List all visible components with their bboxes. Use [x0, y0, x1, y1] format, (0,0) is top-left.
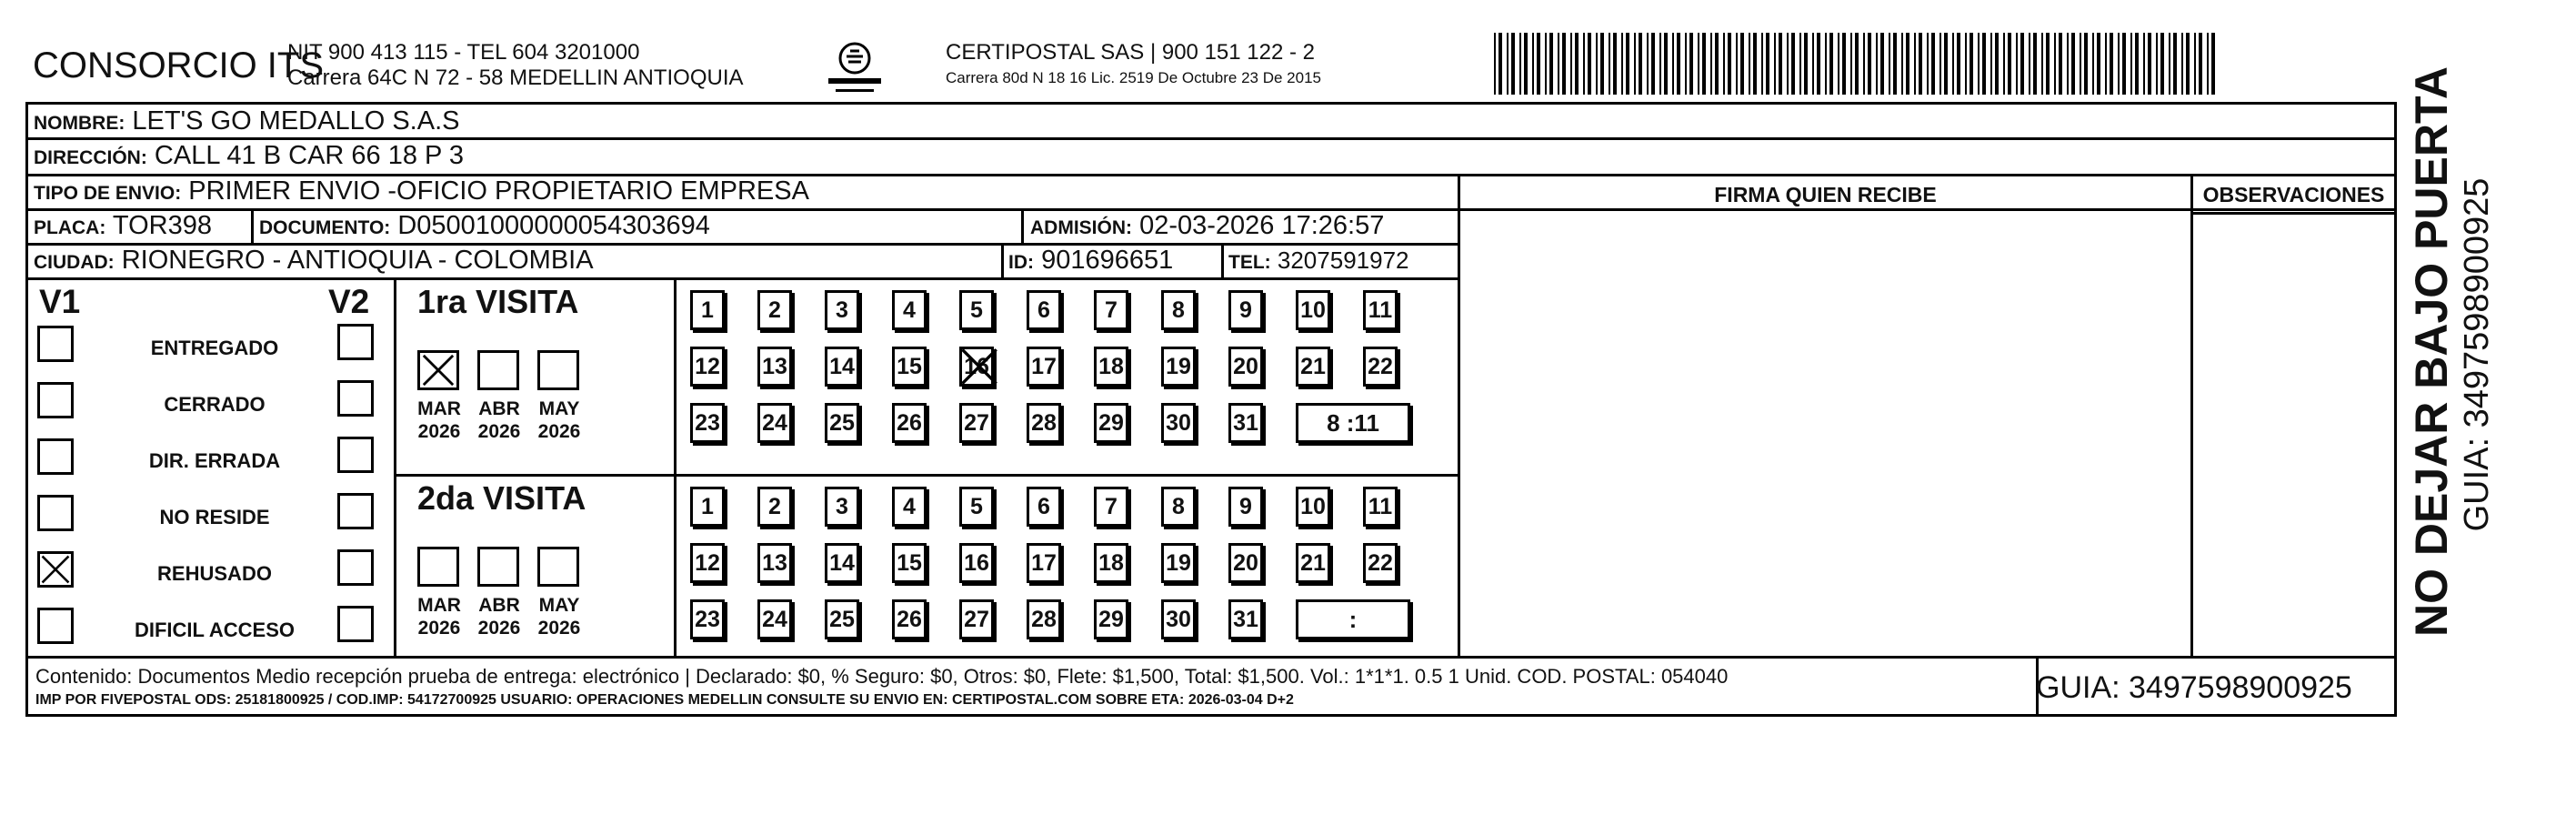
day-box[interactable] — [1094, 599, 1128, 639]
cell-divider — [1001, 243, 1004, 277]
observaciones-header: OBSERVACIONES — [2202, 183, 2385, 206]
status-v2-checkbox[interactable] — [337, 437, 374, 473]
day-box[interactable] — [1094, 290, 1128, 330]
day-number: 3 — [836, 494, 848, 519]
day-number: 14 — [829, 550, 855, 576]
day-number: 6 — [1037, 297, 1050, 323]
placa-value: TOR398 — [112, 211, 212, 240]
day-box[interactable] — [892, 403, 927, 443]
day-number: 23 — [695, 410, 720, 436]
status-label: ENTREGADO — [150, 337, 279, 359]
month-label — [470, 397, 528, 443]
x-mark-icon — [40, 554, 71, 585]
day-number: 27 — [964, 607, 989, 632]
day-number: 15 — [897, 550, 922, 576]
company-address: Carrera 64C N 72 - 58 MEDELLIN ANTIOQUIA — [287, 65, 744, 90]
day-box[interactable] — [892, 543, 927, 583]
day-number: 13 — [762, 354, 787, 379]
day-number: 1 — [701, 297, 714, 323]
day-box[interactable] — [1027, 290, 1061, 330]
status-v2-checkbox[interactable] — [337, 380, 374, 417]
month-year: 2026 — [477, 421, 521, 442]
status-v1-checkbox[interactable] — [37, 551, 74, 588]
day-number: 25 — [829, 607, 855, 632]
day-box[interactable] — [959, 403, 994, 443]
day-box[interactable] — [959, 543, 994, 583]
day-number: 24 — [762, 410, 787, 436]
day-box[interactable] — [1296, 543, 1330, 583]
day-number: 15 — [897, 354, 922, 379]
day-number: 26 — [897, 410, 922, 436]
day-number: 22 — [1368, 354, 1393, 379]
admision-cell — [1030, 211, 1384, 243]
status-v1-checkbox[interactable] — [37, 608, 74, 644]
visit-row-divider — [394, 474, 1458, 477]
day-box[interactable] — [1296, 290, 1330, 330]
day-number: 17 — [1031, 550, 1057, 576]
day-box[interactable] — [1363, 487, 1398, 527]
status-v1-checkbox[interactable] — [37, 382, 74, 418]
day-number: 2 — [768, 297, 781, 323]
status-label: CERRADO — [164, 393, 266, 416]
delivery-form — [25, 102, 2397, 717]
day-number: 29 — [1098, 410, 1124, 436]
day-number: 17 — [1031, 354, 1057, 379]
day-number: 12 — [695, 550, 720, 576]
day-box[interactable] — [892, 290, 927, 330]
day-box[interactable] — [757, 543, 792, 583]
day-number: 5 — [970, 494, 983, 519]
observaciones-divider — [2190, 174, 2193, 656]
x-mark-icon — [959, 347, 999, 387]
day-number: 9 — [1239, 297, 1252, 323]
day-box[interactable] — [1161, 599, 1196, 639]
day-number: 19 — [1166, 354, 1191, 379]
month-label — [530, 594, 588, 639]
day-number: 21 — [1300, 550, 1326, 576]
month-name: MAR — [417, 398, 461, 419]
status-v2-checkbox[interactable] — [337, 606, 374, 642]
day-box[interactable] — [892, 487, 927, 527]
status-v2-checkbox[interactable] — [337, 324, 374, 360]
day-box[interactable] — [825, 290, 859, 330]
day-number: 26 — [897, 607, 922, 632]
side-warning: NO DEJAR BAJO PUERTA — [2406, 66, 2457, 637]
day-box[interactable] — [1363, 290, 1398, 330]
documento-label: DOCUMENTO: — [259, 217, 391, 238]
direccion-row — [34, 141, 464, 173]
courier-name: CERTIPOSTAL SAS | 900 151 122 - 2 — [946, 40, 1315, 65]
day-number: 18 — [1098, 354, 1124, 379]
month-checkbox[interactable] — [537, 350, 579, 390]
cell-divider — [251, 208, 254, 243]
courier-license: Carrera 80d N 18 16 Lic. 2519 De Octubre 23 De 2015 — [946, 69, 1321, 86]
day-number: 8 — [1172, 297, 1185, 323]
day-box[interactable] — [1027, 599, 1061, 639]
day-box[interactable] — [1161, 290, 1196, 330]
x-mark-icon — [420, 353, 456, 387]
day-box[interactable] — [825, 487, 859, 527]
month-label — [470, 594, 528, 639]
month-checkbox[interactable] — [477, 547, 519, 587]
day-number: 14 — [829, 354, 855, 379]
day-number: 23 — [695, 607, 720, 632]
day-box[interactable] — [1296, 347, 1330, 387]
certipostal-logo-icon — [823, 38, 887, 100]
nombre-value: LET'S GO MEDALLO S.A.S — [132, 106, 460, 136]
day-number: 10 — [1300, 494, 1326, 519]
day-box[interactable] — [690, 543, 725, 583]
visit-divider — [674, 277, 677, 656]
day-number: 12 — [695, 354, 720, 379]
side-guia: GUIA: 3497598900925 — [2458, 177, 2496, 532]
day-box[interactable] — [1094, 543, 1128, 583]
day-box[interactable] — [1161, 543, 1196, 583]
day-number: 25 — [829, 410, 855, 436]
status-v2-checkbox[interactable] — [337, 493, 374, 529]
day-number: 4 — [903, 297, 916, 323]
day-number: 9 — [1239, 494, 1252, 519]
day-box[interactable] — [757, 290, 792, 330]
v2-header: V2 — [328, 283, 370, 320]
day-box[interactable] — [959, 599, 994, 639]
admision-value: 02-03-2026 17:26:57 — [1139, 211, 1385, 240]
day-number: 22 — [1368, 550, 1393, 576]
month-label — [530, 397, 588, 443]
v1-header: V1 — [39, 283, 81, 320]
tipo-envio-row — [34, 176, 809, 208]
status-v1-checkbox[interactable] — [37, 326, 74, 362]
day-number: 2 — [768, 494, 781, 519]
day-number: 31 — [1233, 410, 1258, 436]
day-box[interactable] — [757, 347, 792, 387]
day-box[interactable] — [825, 599, 859, 639]
visit-title: 1ra VISITA — [417, 283, 579, 320]
day-number: 1 — [701, 494, 714, 519]
id-value: 901696651 — [1041, 246, 1174, 275]
day-box[interactable] — [959, 487, 994, 527]
nombre-label: NOMBRE: — [34, 113, 125, 134]
day-box[interactable] — [1296, 487, 1330, 527]
day-number: 24 — [762, 607, 787, 632]
month-label — [410, 397, 468, 443]
day-number: 20 — [1233, 550, 1258, 576]
day-box[interactable] — [1228, 403, 1263, 443]
day-number: 30 — [1166, 607, 1191, 632]
status-v2-checkbox[interactable] — [337, 549, 374, 586]
month-name: MAR — [417, 595, 461, 616]
day-number: 6 — [1037, 494, 1050, 519]
id-label: ID: — [1008, 252, 1034, 273]
day-number: 3 — [836, 297, 848, 323]
day-box[interactable] — [757, 403, 792, 443]
day-number: 16 — [964, 354, 989, 379]
day-box[interactable] — [690, 290, 725, 330]
day-number: 18 — [1098, 550, 1124, 576]
day-number: 31 — [1233, 607, 1258, 632]
tel-value: 3207591972 — [1277, 246, 1409, 274]
barcode — [1494, 33, 2217, 95]
day-box[interactable] — [1363, 543, 1398, 583]
footer-print-info: IMP POR FIVEPOSTAL ODS: 25181800925 / COD.IMP: 54172700925 USUARIO: OPERACIONES MEDELLIN CONSULTE SU ENVIO EN: CERTIPOSTAL.COM SOBRE ETA: 2026-03-04 D+2 — [35, 692, 1294, 708]
admision-label: ADMISIÓN: — [1030, 217, 1132, 238]
day-box[interactable] — [1094, 347, 1128, 387]
day-box[interactable] — [1228, 543, 1263, 583]
status-label: REHUSADO — [157, 562, 272, 585]
day-box[interactable] — [825, 347, 859, 387]
day-number: 11 — [1368, 297, 1393, 323]
day-box[interactable] — [1027, 487, 1061, 527]
firma-header: FIRMA QUIEN RECIBE — [1714, 183, 1937, 206]
status-divider — [394, 277, 396, 656]
direccion-label: DIRECCIÓN: — [34, 147, 147, 168]
documento-cell — [259, 211, 710, 243]
month-label — [410, 594, 468, 639]
day-number: 29 — [1098, 607, 1124, 632]
day-number: 11 — [1368, 494, 1393, 519]
status-label: DIR. ERRADA — [148, 449, 281, 472]
day-number: 7 — [1105, 297, 1118, 323]
day-box[interactable] — [1363, 347, 1398, 387]
month-name: ABR — [478, 398, 520, 419]
id-cell — [1008, 246, 1173, 277]
month-checkbox[interactable] — [477, 350, 519, 390]
day-box[interactable] — [1228, 290, 1263, 330]
nombre-row — [34, 106, 459, 138]
cell-divider — [1021, 208, 1024, 243]
day-box[interactable] — [757, 487, 792, 527]
direccion-value: CALL 41 B CAR 66 18 P 3 — [154, 141, 465, 170]
day-number: 30 — [1166, 410, 1191, 436]
status-v1-checkbox[interactable] — [37, 438, 74, 475]
day-number: 27 — [964, 410, 989, 436]
day-box[interactable] — [1161, 487, 1196, 527]
documento-value: D05001000000054303694 — [397, 211, 710, 240]
visit-time-field[interactable]: : — [1296, 599, 1410, 639]
placa-cell — [34, 211, 212, 243]
footer-guia: GUIA: 3497598900925 — [2036, 670, 2352, 705]
cell-divider — [1221, 243, 1224, 277]
tipo-envio-label: TIPO DE ENVIO: — [34, 183, 182, 204]
day-number: 13 — [762, 550, 787, 576]
day-box[interactable] — [1094, 403, 1128, 443]
day-number: 4 — [903, 494, 916, 519]
footer-contents: Contenido: Documentos Medio recepción prueba de entrega: electrónico | Declarado: $0, % Seguro: $0, Otros: $0, Flete: $1,500, Total: $1,500. Vol.: 1*1*1. 0.5 1 Unid. COD. POSTAL: 054040 — [35, 665, 1729, 688]
month-year: 2026 — [417, 618, 461, 639]
side-note — [2406, 66, 2510, 637]
day-box[interactable] — [757, 599, 792, 639]
placa-label: PLACA: — [34, 217, 106, 238]
day-box[interactable] — [959, 347, 994, 387]
month-year: 2026 — [537, 618, 581, 639]
day-box[interactable] — [825, 543, 859, 583]
day-box[interactable] — [1161, 347, 1196, 387]
visit-title: 2da VISITA — [417, 479, 586, 517]
day-box[interactable] — [1228, 487, 1263, 527]
company-nit: NIT 900 413 115 - TEL 604 3201000 — [287, 40, 640, 65]
ciudad-label: CIUDAD: — [34, 252, 115, 273]
day-box[interactable] — [690, 599, 725, 639]
month-checkbox[interactable] — [417, 547, 459, 587]
month-name: ABR — [478, 595, 520, 616]
day-box[interactable] — [690, 403, 725, 443]
month-year: 2026 — [417, 421, 461, 442]
row-divider — [28, 656, 2394, 659]
month-year: 2026 — [477, 618, 521, 639]
day-number: 10 — [1300, 297, 1326, 323]
day-number: 20 — [1233, 354, 1258, 379]
status-v1-checkbox[interactable] — [37, 495, 74, 531]
day-box[interactable] — [1027, 543, 1061, 583]
day-box[interactable] — [892, 599, 927, 639]
day-number: 28 — [1031, 410, 1057, 436]
status-label: DIFICIL ACCESO — [134, 619, 295, 641]
day-number: 28 — [1031, 607, 1057, 632]
day-box[interactable] — [892, 347, 927, 387]
day-number: 5 — [970, 297, 983, 323]
observaciones-underline — [2190, 212, 2394, 215]
month-checkbox[interactable] — [537, 547, 579, 587]
ciudad-cell — [34, 246, 594, 277]
day-box[interactable] — [1027, 403, 1061, 443]
ciudad-value: RIONEGRO - ANTIOQUIA - COLOMBIA — [121, 246, 594, 275]
day-box[interactable] — [1094, 487, 1128, 527]
guide-header — [0, 0, 2576, 102]
status-label: NO RESIDE — [159, 506, 270, 528]
month-year: 2026 — [537, 421, 581, 442]
day-box[interactable] — [1228, 599, 1263, 639]
day-box[interactable] — [690, 347, 725, 387]
company-name: CONSORCIO ITS — [33, 45, 325, 86]
company-info — [287, 40, 744, 91]
tel-label: TEL: — [1228, 252, 1271, 273]
day-box[interactable] — [690, 487, 725, 527]
day-box[interactable] — [1027, 347, 1061, 387]
row-divider — [28, 277, 1458, 280]
month-checkbox[interactable] — [417, 350, 459, 390]
day-box[interactable] — [959, 290, 994, 330]
day-number: 19 — [1166, 550, 1191, 576]
day-box[interactable] — [1161, 403, 1196, 443]
day-number: 7 — [1105, 494, 1118, 519]
firma-divider — [1458, 174, 1460, 656]
day-box[interactable] — [825, 403, 859, 443]
day-number: 16 — [964, 550, 989, 576]
tipo-envio-value: PRIMER ENVIO -OFICIO PROPIETARIO EMPRESA — [188, 176, 809, 206]
visit-time-field[interactable]: 8 :11 — [1296, 403, 1410, 443]
month-name: MAY — [538, 398, 580, 419]
day-number: 21 — [1300, 354, 1326, 379]
month-name: MAY — [538, 595, 580, 616]
tel-cell — [1228, 246, 1409, 277]
day-box[interactable] — [1228, 347, 1263, 387]
day-number: 8 — [1172, 494, 1185, 519]
courier-info — [946, 40, 1321, 91]
